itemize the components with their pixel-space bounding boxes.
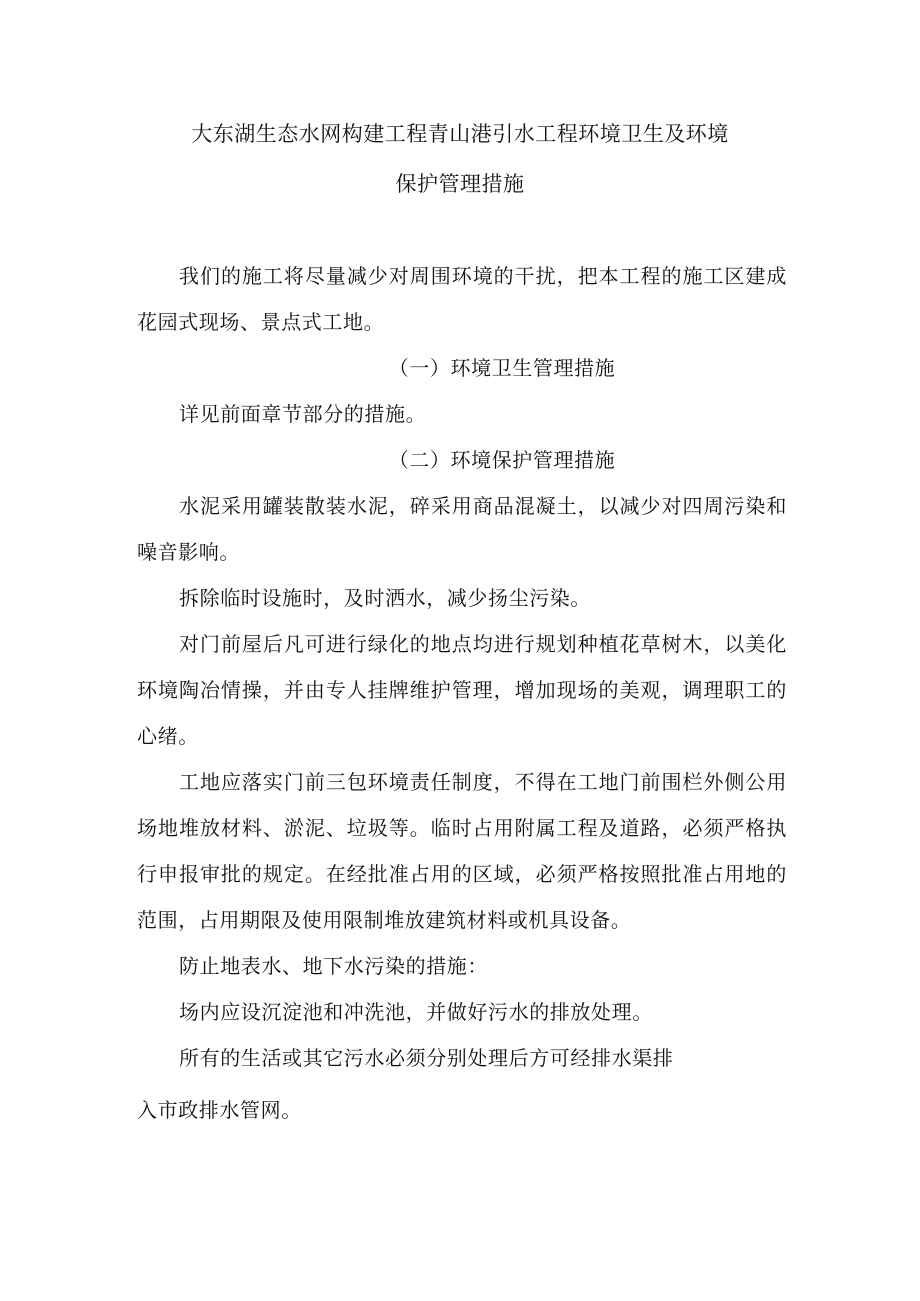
section-heading-1: （一）环境卫生管理措施 xyxy=(388,356,616,380)
document-title-line-1: 大东湖生态水网构建工程青山港引水工程环境卫生及环境 xyxy=(191,122,729,146)
section-2-paragraph: 水泥采用罐装散装水泥，碎采用商品混凝土，以减少对四周污染和噪音影响。 xyxy=(137,494,787,564)
section-2-paragraph: 防止地表水、地下水污染的措施： xyxy=(179,954,488,978)
document-title-line-2: 保护管理措施 xyxy=(395,172,525,196)
section-2-paragraph: 对门前屋后凡可进行绿化的地点均进行规划种植花草树木，以美化环境陶冶情操，并由专人挂牌维护管理，增加现场的美观，调理职工的心绪。 xyxy=(137,632,787,748)
intro-paragraph: 我们的施工将尽量减少对周围环境的干扰，把本工程的施工区建成花园式现场、景点式工地。 xyxy=(137,264,787,334)
section-2-paragraph: 拆除临时设施时，及时洒水，减少扬尘污染。 xyxy=(179,586,591,610)
section-heading-2: （二）环境保护管理措施 xyxy=(388,448,616,472)
document-body xyxy=(137,253,787,1133)
section-2-tail-line: 入市政排水管网。 xyxy=(137,1098,302,1122)
section-2-paragraph: 所有的生活或其它污水必须分别处理后方可经排水渠排 xyxy=(179,1046,674,1070)
section-2-paragraph: 场内应设沉淀池和冲洗池，并做好污水的排放处理。 xyxy=(179,1000,653,1024)
section-2-paragraph: 工地应落实门前三包环境责任制度，不得在工地门前围栏外侧公用场地堆放材料、淤泥、垃圾等。临时占用附属工程及道路，必须严格执行申报审批的规定。在经批准占用的区域，必须严格按照批准占用地的范围，占用期限及使用限制堆放建筑材料或机具设备。 xyxy=(137,770,787,932)
section-1-paragraph: 详见前面章节部分的措施。 xyxy=(179,402,427,426)
